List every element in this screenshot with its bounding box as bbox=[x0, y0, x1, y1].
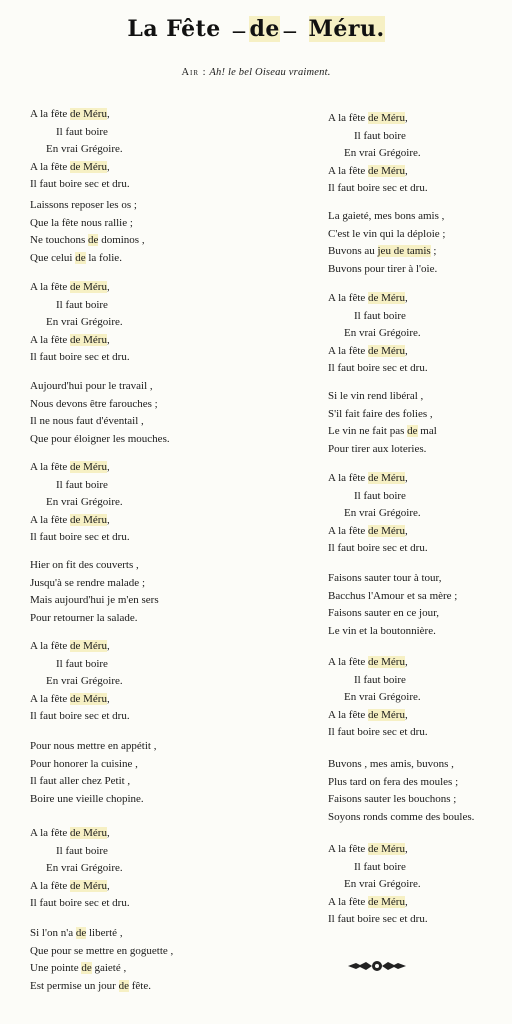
refrain-stanza bbox=[328, 654, 428, 742]
verse-line: Aujourd'hui pour le travail , bbox=[30, 380, 153, 392]
verse-line: Une pointe de gaieté , bbox=[30, 962, 127, 974]
verse-line: En vrai Grégoire. bbox=[46, 675, 123, 687]
refrain-stanza bbox=[328, 470, 428, 558]
verse-line: Il faut boire sec et dru. bbox=[30, 710, 130, 722]
verse-line: Il faut boire sec et dru. bbox=[30, 531, 130, 543]
verse-line: A la fête de Méru, bbox=[328, 472, 408, 484]
verse-stanza bbox=[328, 756, 474, 826]
verse-line: C'est le vin qui la déploie ; bbox=[328, 227, 446, 240]
verse-stanza bbox=[30, 197, 145, 267]
verse-line: Laissons reposer les os ; bbox=[30, 199, 137, 211]
verse-stanza bbox=[30, 738, 156, 808]
fleuron-ornament-icon bbox=[346, 958, 408, 974]
verse-line: En vrai Grégoire. bbox=[344, 327, 421, 339]
verse-line: Que pour se mettre en goguette , bbox=[30, 944, 174, 957]
verse-line: Hier on fit des couverts , bbox=[30, 559, 139, 571]
verse-line: A la fête de Méru, bbox=[328, 292, 408, 304]
verse-line: Est permise un jour de fête. bbox=[30, 979, 151, 992]
verse-line: A la fête de Méru, bbox=[30, 827, 110, 839]
title-ornament: — bbox=[231, 24, 247, 40]
verse-line: Buvons au jeu de tamis ; bbox=[328, 245, 437, 257]
verse-line: Buvons , mes amis, buvons , bbox=[328, 758, 454, 770]
verse-stanza bbox=[328, 570, 457, 640]
verse-line: Buvons pour tirer à l'oie. bbox=[328, 262, 438, 275]
refrain-stanza bbox=[30, 106, 130, 194]
verse-line: Il faut boire sec et dru. bbox=[328, 362, 428, 374]
verse-line: En vrai Grégoire. bbox=[344, 878, 421, 890]
refrain-stanza bbox=[30, 459, 130, 547]
verse-line: Il faut boire bbox=[354, 673, 406, 686]
verse-line: Il faut boire bbox=[56, 478, 108, 491]
verse-line: Il faut boire sec et dru. bbox=[328, 182, 428, 194]
verse-line: Faisons sauter en ce jour, bbox=[328, 607, 440, 619]
verse-line: Plus tard on fera des moules ; bbox=[328, 775, 459, 788]
verse-line: Nous devons être farouches ; bbox=[30, 397, 158, 410]
refrain-stanza bbox=[30, 638, 130, 726]
verse-line: Si l'on n'a de liberté , bbox=[30, 927, 123, 939]
verse-line: Il faut boire bbox=[354, 489, 406, 502]
verse-stanza bbox=[328, 388, 437, 458]
verse-line: Soyons ronds comme des boules. bbox=[328, 810, 475, 823]
verse-line: A la fête de Méru, bbox=[328, 708, 408, 721]
air-line bbox=[0, 67, 512, 78]
title-text-2: de bbox=[249, 16, 280, 42]
verse-line: Ne touchons de dominos , bbox=[30, 234, 145, 246]
verse-line: En vrai Grégoire. bbox=[46, 862, 123, 874]
verse-line: Il faut boire sec et dru. bbox=[328, 542, 428, 554]
refrain-stanza bbox=[328, 290, 428, 378]
verse-stanza bbox=[328, 208, 445, 278]
verse-line: La gaieté, mes bons amis , bbox=[328, 210, 445, 222]
song-title bbox=[0, 16, 512, 42]
verse-line: Il faut boire sec et dru. bbox=[328, 726, 428, 738]
verse-line: Il faut boire bbox=[56, 125, 108, 138]
verse-stanza bbox=[30, 378, 170, 448]
verse-line: En vrai Grégoire. bbox=[344, 147, 421, 159]
verse-line: A la fête de Méru, bbox=[328, 344, 408, 357]
verse-line: Le vin ne fait pas de mal bbox=[328, 425, 437, 437]
verse-line: A la fête de Méru, bbox=[30, 513, 110, 526]
verse-line: Faisons sauter les bouchons ; bbox=[328, 793, 457, 805]
verse-line: Faisons sauter tour à tour, bbox=[328, 572, 442, 584]
refrain-stanza bbox=[328, 110, 428, 198]
verse-stanza bbox=[30, 925, 173, 995]
verse-line: Boire une vieille chopine. bbox=[30, 792, 144, 805]
refrain-stanza bbox=[30, 279, 130, 367]
verse-line: Il faut boire bbox=[56, 657, 108, 670]
verse-line: Si le vin rend libéral , bbox=[328, 390, 424, 402]
verse-stanza bbox=[30, 557, 159, 627]
verse-line: Pour honorer la cuisine , bbox=[30, 757, 138, 770]
verse-line: Mais aujourd'hui je m'en sers bbox=[30, 594, 159, 606]
verse-line: A la fête de Méru, bbox=[30, 692, 110, 705]
verse-line: Il faut boire sec et dru. bbox=[30, 351, 130, 363]
verse-line: A la fête de Méru, bbox=[328, 524, 408, 537]
verse-line: A la fête de Méru, bbox=[328, 895, 408, 908]
title-ornament-2: — bbox=[282, 24, 298, 40]
verse-line: A la fête de Méru, bbox=[328, 656, 408, 668]
verse-line: A la fête de Méru, bbox=[30, 160, 110, 173]
verse-line: Il ne nous faut d'éventail , bbox=[30, 415, 144, 427]
verse-line: Que pour éloigner les mouches. bbox=[30, 432, 170, 445]
verse-line: Que celui de la folie. bbox=[30, 251, 122, 264]
verse-line: Pour retourner la salade. bbox=[30, 611, 138, 624]
verse-line: A la fête de Méru, bbox=[30, 461, 110, 473]
verse-line: Bacchus l'Amour et sa mère ; bbox=[328, 589, 458, 602]
verse-line: A la fête de Méru, bbox=[328, 164, 408, 177]
verse-line: Pour nous mettre en appétit , bbox=[30, 740, 157, 752]
verse-line: Il faut boire sec et dru. bbox=[328, 913, 428, 925]
verse-line: S'il fait faire des folies , bbox=[328, 407, 433, 420]
verse-line: En vrai Grégoire. bbox=[46, 143, 123, 155]
verse-line: Il faut boire bbox=[354, 860, 406, 873]
verse-line: Le vin et la boutonnière. bbox=[328, 624, 436, 637]
refrain-stanza bbox=[328, 841, 428, 929]
verse-line: A la fête de Méru, bbox=[328, 112, 408, 124]
verse-line: Il faut boire sec et dru. bbox=[30, 897, 130, 909]
air-tune: Ah! le bel Oiseau vraiment. bbox=[209, 67, 331, 78]
verse-line: Il faut boire bbox=[56, 844, 108, 857]
air-label: Air : bbox=[181, 67, 207, 78]
verse-line: Il faut boire sec et dru. bbox=[30, 178, 130, 190]
verse-line: A la fête de Méru, bbox=[30, 333, 110, 346]
verse-line: Pour tirer aux loteries. bbox=[328, 442, 427, 455]
verse-line: Il faut boire bbox=[56, 298, 108, 311]
verse-line: En vrai Grégoire. bbox=[46, 316, 123, 328]
verse-line: A la fête de Méru, bbox=[30, 640, 110, 652]
title-text-3: Méru. bbox=[308, 16, 385, 42]
verse-line: En vrai Grégoire. bbox=[46, 496, 123, 508]
verse-line: A la fête de Méru, bbox=[30, 281, 110, 293]
verse-line: En vrai Grégoire. bbox=[344, 507, 421, 519]
title-text-1: La Fête bbox=[127, 16, 221, 42]
refrain-stanza bbox=[30, 825, 130, 913]
verse-line: A la fête de Méru, bbox=[328, 843, 408, 855]
verse-line: Jusqu'à se rendre malade ; bbox=[30, 576, 145, 589]
verse-line: En vrai Grégoire. bbox=[344, 691, 421, 703]
verse-line: Que la fête nous rallie ; bbox=[30, 216, 133, 229]
verse-line: Il faut boire bbox=[354, 129, 406, 142]
verse-line: A la fête de Méru, bbox=[30, 879, 110, 892]
verse-line: Il faut boire bbox=[354, 309, 406, 322]
verse-line: Il faut aller chez Petit , bbox=[30, 775, 131, 787]
verse-line: A la fête de Méru, bbox=[30, 108, 110, 120]
